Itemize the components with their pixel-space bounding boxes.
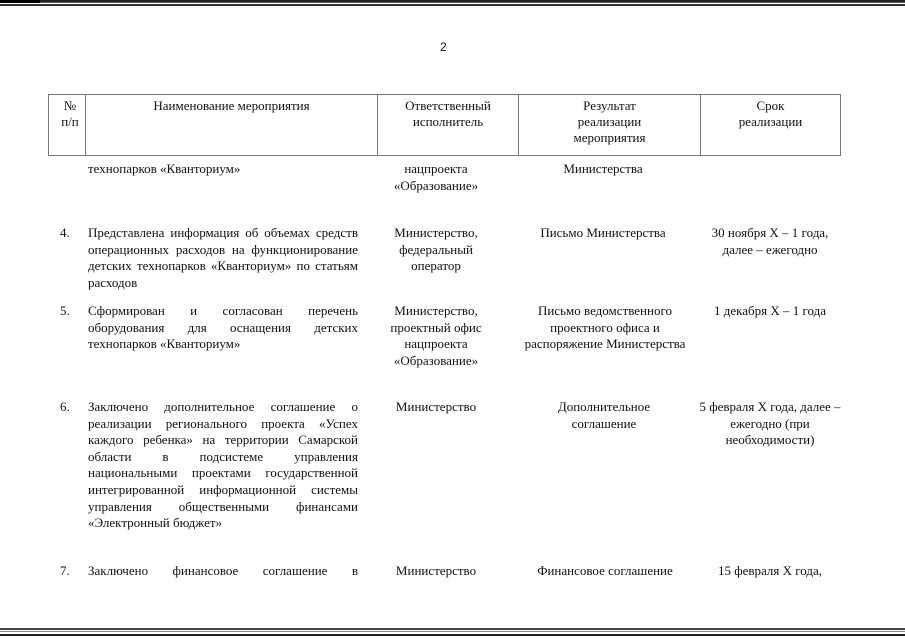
row-4-name: Представлена информация об объемах средств операционных расходов на функционирование детских технопарков «Кванториум» по статьям расходов bbox=[88, 225, 358, 290]
header-executor: Ответственный исполнитель bbox=[378, 95, 519, 156]
table-header bbox=[48, 94, 841, 156]
row-6-number: 6. bbox=[60, 399, 70, 414]
row-4-deadline: 30 ноября X – 1 года, далее – ежегодно bbox=[711, 225, 829, 257]
page-number: 2 bbox=[440, 40, 447, 54]
row-5-deadline: 1 декабря X – 1 года bbox=[713, 303, 827, 318]
row-0-name: технопарков «Кванториум» bbox=[88, 161, 241, 176]
row-5-result: Письмо ведомственного проектного офиса и распоряжение Министерства bbox=[524, 303, 686, 352]
row-4-result: Письмо Министерства bbox=[540, 225, 666, 240]
row-7-result: Финансовое соглашение bbox=[537, 563, 673, 578]
row-6-name: Заключено дополнительное соглашение о реализации регионального проекта «Успех каждого ребенка» на территории Самарской области в подсистеме управления национальными проектами государственной интегрированной информационной системы управления общественными финансами «Электронный бюджет» bbox=[88, 399, 358, 531]
header-deadline: Срок реализации bbox=[701, 95, 841, 156]
row-6-result: Дополнительное соглашение bbox=[557, 399, 651, 431]
row-7-number: 7. bbox=[60, 563, 70, 578]
row-4-number: 4. bbox=[60, 225, 70, 240]
row-7-name: Заключено финансовое соглашение в bbox=[88, 563, 358, 578]
row-5-number: 5. bbox=[60, 303, 70, 318]
row-5-name: Сформирован и согласован перечень оборудования для оснащения детских технопарков «Кванториум» bbox=[88, 303, 358, 352]
row-0-result: Министерства bbox=[563, 161, 643, 176]
row-0-executor: нацпроекта «Образование» bbox=[393, 161, 479, 193]
row-6-executor: Министерство bbox=[395, 399, 477, 414]
scan-edge-top bbox=[0, 0, 905, 7]
scan-edge-bottom bbox=[0, 628, 905, 640]
row-6-deadline: 5 февраля X года, далее – ежегодно (при необходимости) bbox=[699, 399, 841, 448]
scan-mark bbox=[0, 0, 40, 3]
header-event-name: Наименование мероприятия bbox=[86, 95, 378, 156]
header-result: Результат реализации мероприятия bbox=[519, 95, 701, 156]
row-5-executor: Министерство, проектный офис нацпроекта «Образование» bbox=[390, 303, 482, 368]
header-number: № п/п bbox=[49, 95, 86, 156]
row-7-deadline: 15 февраля X года, bbox=[717, 563, 823, 578]
row-7-executor: Министерство bbox=[395, 563, 477, 578]
row-4-executor: Министерство, федеральный оператор bbox=[394, 225, 478, 274]
